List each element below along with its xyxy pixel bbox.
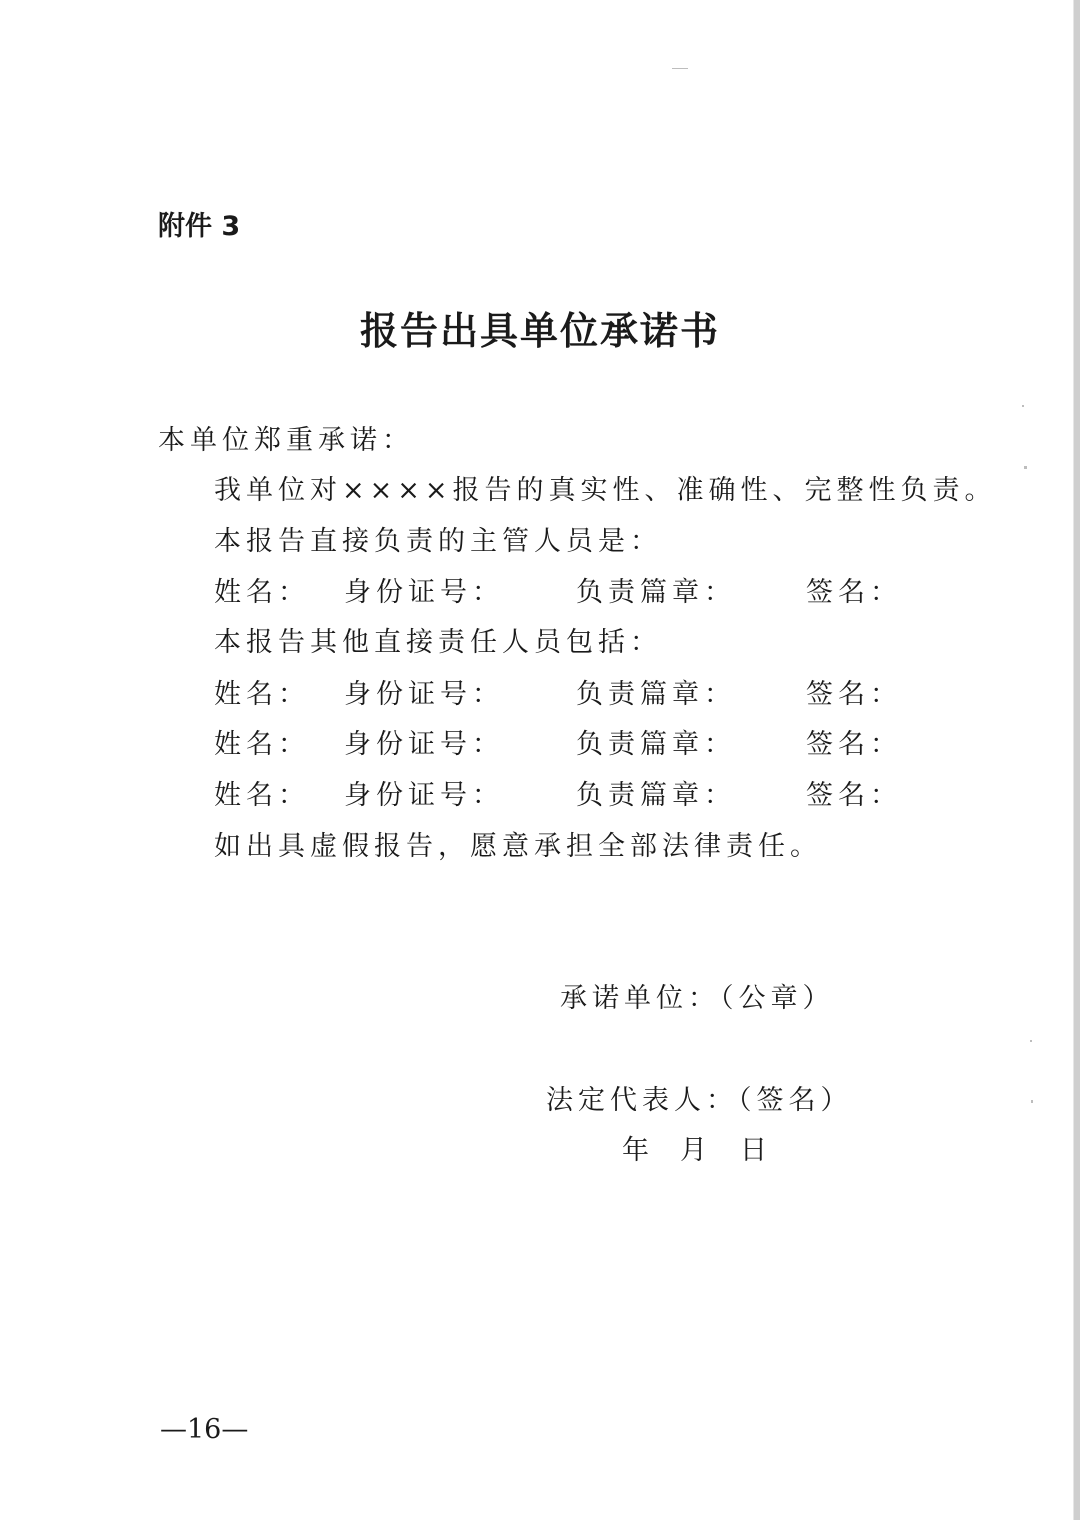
name-label: 姓名：	[214, 577, 310, 608]
chapters-label: 负责篇章：	[576, 577, 736, 608]
scan-mark	[1031, 1100, 1033, 1103]
signature-label: 签名：	[806, 729, 902, 760]
scan-mark	[1030, 1040, 1032, 1042]
scan-mark	[1024, 466, 1027, 469]
scan-mark	[1022, 405, 1024, 407]
pledge-unit-seal: 承诺单位：（公章）	[560, 983, 835, 1014]
page-edge-line	[1073, 0, 1074, 1520]
name-label: 姓名：	[214, 780, 310, 811]
page-edge-shadow	[1074, 0, 1080, 1520]
intro-text: 本单位郑重承诺：	[158, 425, 414, 456]
supervisor-heading: 本报告直接负责的主管人员是：	[214, 526, 662, 557]
signature-label: 签名：	[806, 780, 902, 811]
signature-label: 签名：	[806, 577, 902, 608]
date-day: 日	[740, 1135, 772, 1166]
id-number-label: 身份证号：	[344, 780, 504, 811]
signature-label: 签名：	[806, 679, 902, 710]
id-number-label: 身份证号：	[344, 577, 504, 608]
page-number: —16—	[160, 1414, 249, 1445]
chapters-label: 负责篇章：	[576, 729, 736, 760]
others-heading: 本报告其他直接责任人员包括：	[214, 627, 662, 658]
name-label: 姓名：	[214, 729, 310, 760]
legal-liability-statement: 如出具虚假报告，愿意承担全部法律责任。	[214, 831, 822, 862]
legal-representative-signature: 法定代表人：（签名）	[546, 1085, 853, 1116]
id-number-label: 身份证号：	[344, 729, 504, 760]
date-year: 年	[622, 1135, 654, 1166]
scan-mark	[672, 68, 688, 69]
name-label: 姓名：	[214, 679, 310, 710]
date-month: 月	[680, 1135, 712, 1166]
attachment-label: 附件 3	[158, 211, 241, 242]
document-title: 报告出具单位承诺书	[359, 308, 720, 353]
chapters-label: 负责篇章：	[576, 679, 736, 710]
responsibility-statement: 我单位对××××报告的真实性、准确性、完整性负责。	[214, 475, 997, 506]
chapters-label: 负责篇章：	[576, 780, 736, 811]
id-number-label: 身份证号：	[344, 679, 504, 710]
